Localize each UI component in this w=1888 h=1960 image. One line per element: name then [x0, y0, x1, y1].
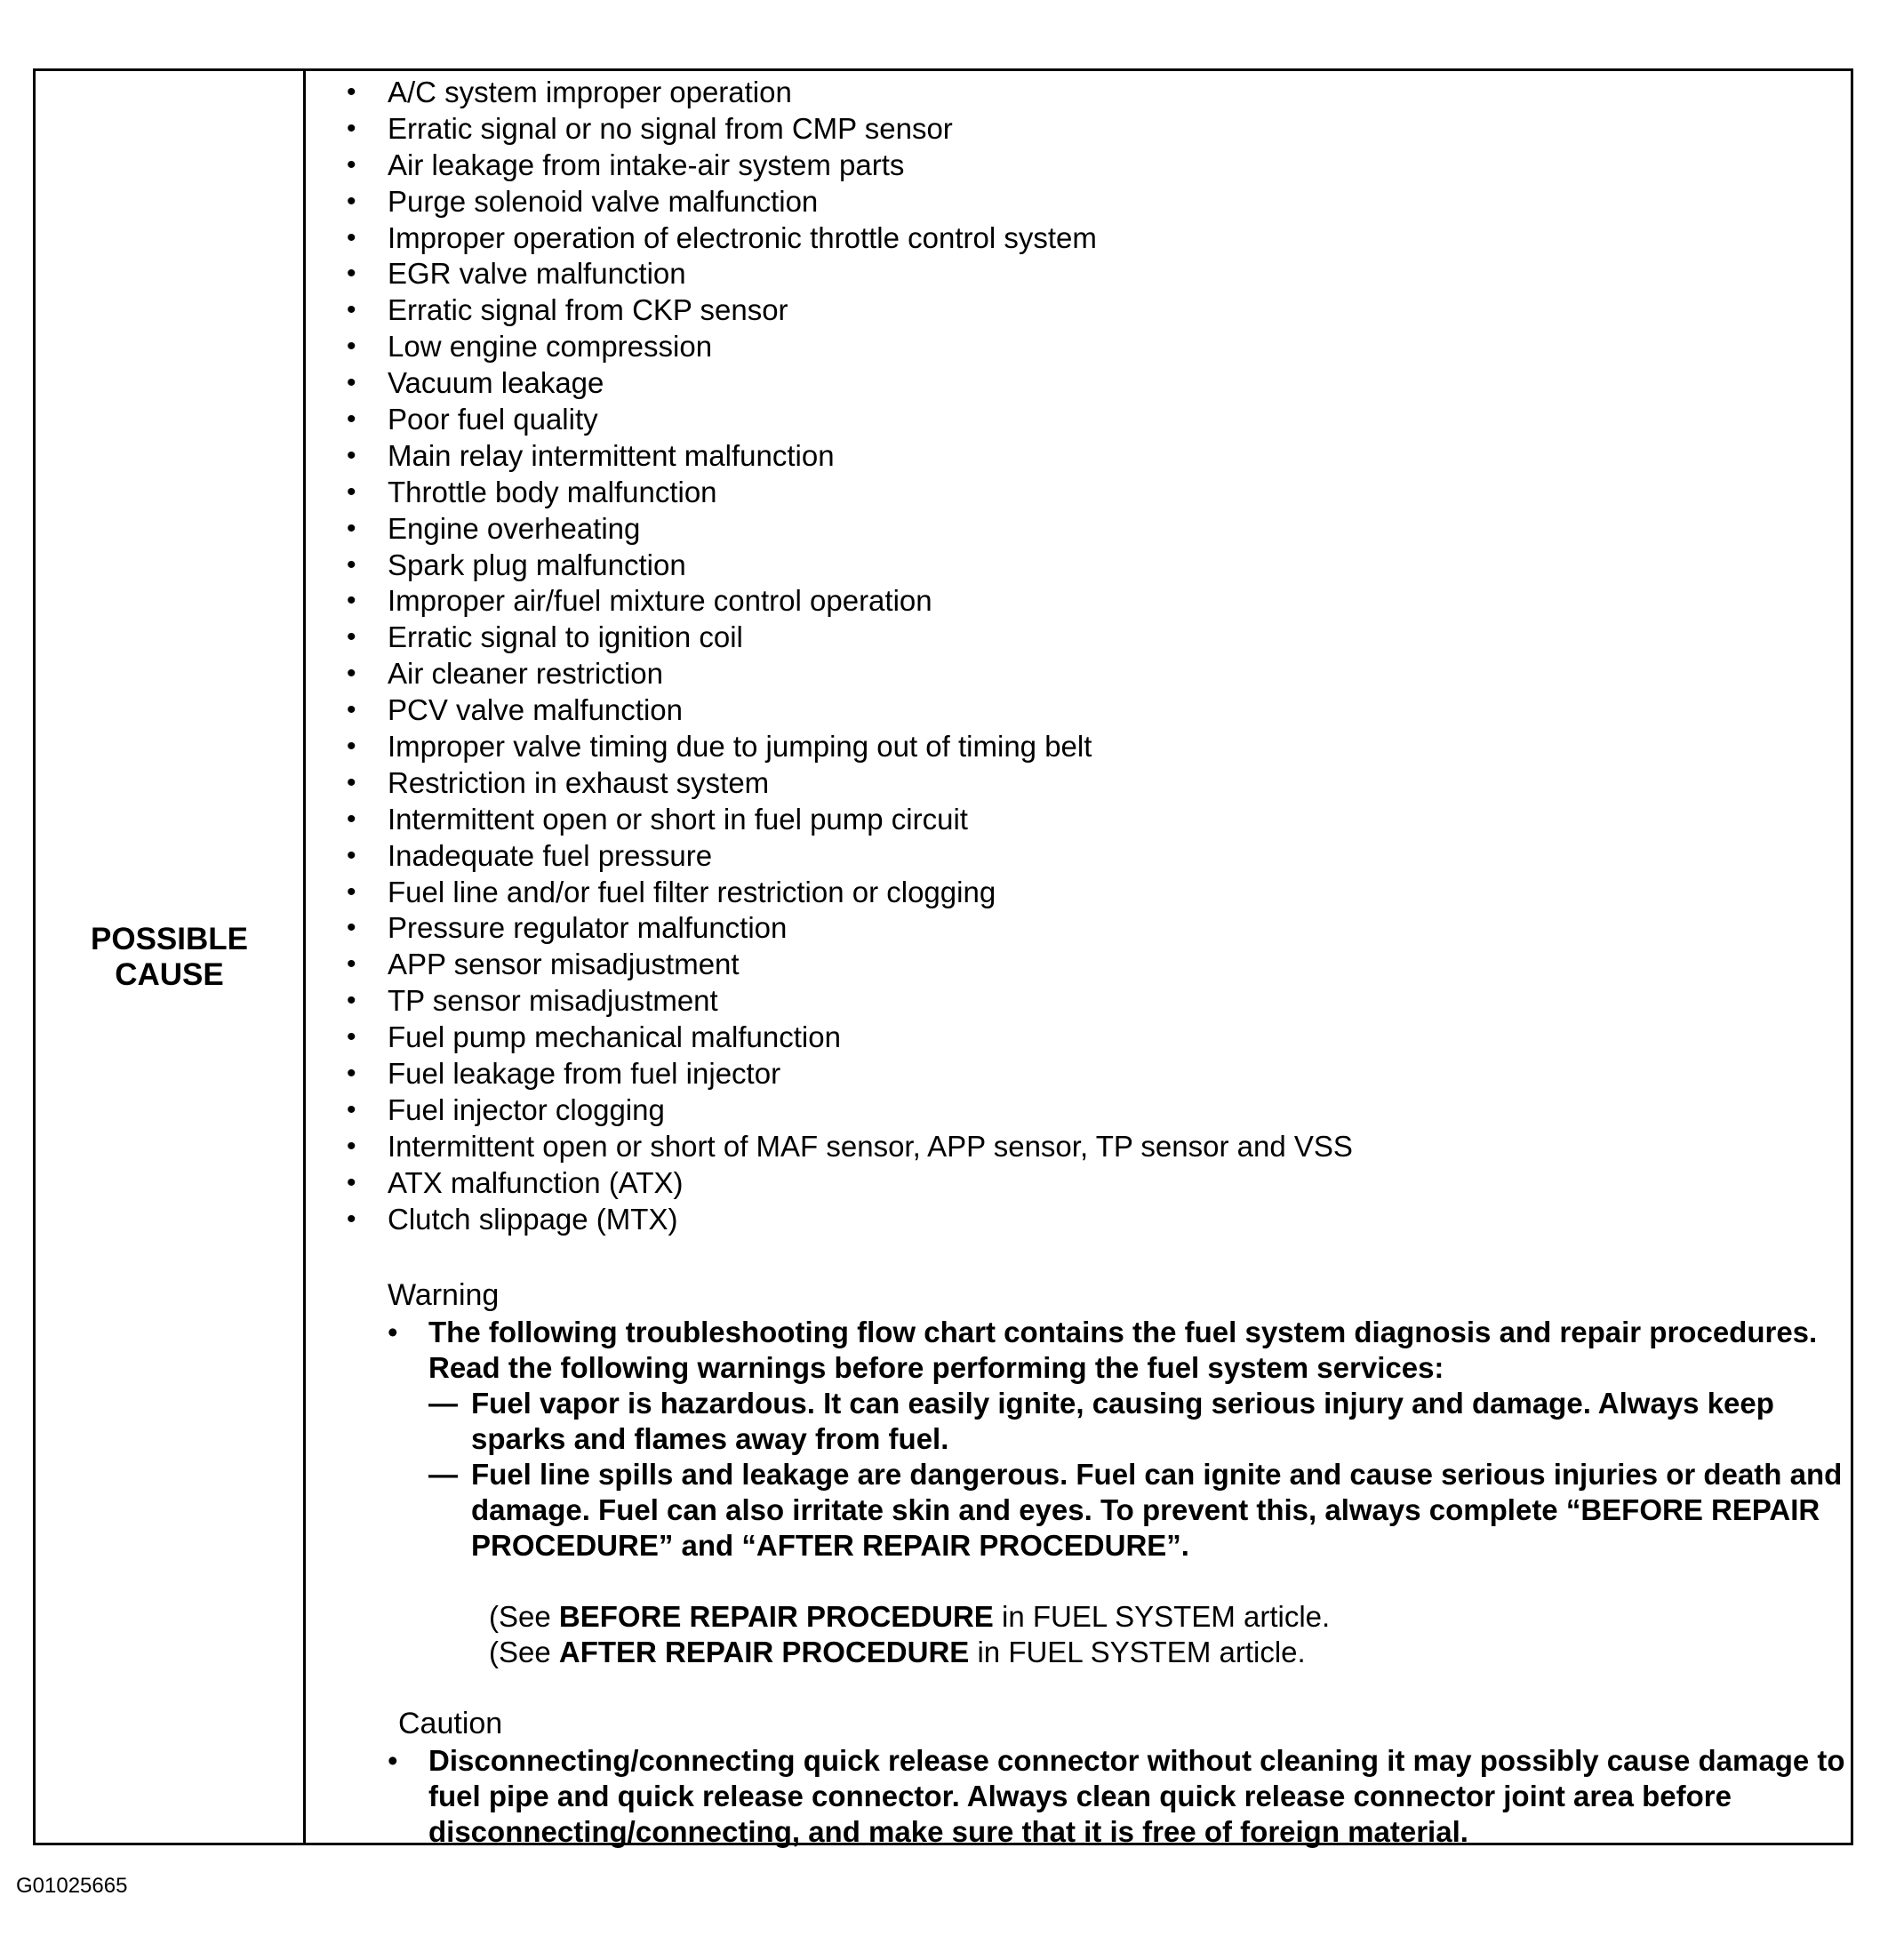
cause-text: Improper air/fuel mixture control operation — [388, 584, 932, 618]
bullet-icon: • — [347, 659, 356, 689]
warning-item — [428, 1386, 1851, 1457]
bullet-icon: • — [347, 913, 356, 943]
bullet-icon: • — [347, 840, 356, 870]
bullet-icon: • — [347, 332, 356, 362]
cause-item — [341, 692, 1851, 729]
cause-item — [341, 184, 1851, 220]
see-suffix: in FUEL SYSTEM article. — [969, 1635, 1306, 1668]
see-link-text: AFTER REPAIR PROCEDURE — [558, 1635, 970, 1668]
cause-item — [341, 729, 1851, 765]
cause-text: Spark plug malfunction — [388, 548, 686, 581]
cause-text: Poor fuel quality — [388, 403, 598, 436]
bullet-icon: • — [347, 149, 356, 180]
see-prefix: (See — [489, 1599, 559, 1633]
bullet-icon: • — [347, 1204, 356, 1234]
warning-intro — [388, 1315, 1851, 1670]
cause-item — [341, 402, 1851, 438]
bullet-icon: • — [347, 113, 356, 143]
cause-text: Engine overheating — [388, 511, 641, 545]
bullet-icon: • — [347, 804, 356, 834]
see-reference — [489, 1599, 1851, 1635]
cause-item — [341, 329, 1851, 365]
cause-item — [341, 910, 1851, 947]
cause-item — [341, 620, 1851, 656]
bullet-icon: • — [347, 259, 356, 289]
cause-text: APP sensor misadjustment — [388, 948, 740, 981]
cause-item — [341, 1202, 1851, 1238]
warning-item — [428, 1457, 1851, 1564]
warning-heading: Warning — [388, 1277, 500, 1312]
bullet-icon: • — [388, 1743, 398, 1777]
see-reference — [489, 1635, 1851, 1670]
caution-section — [388, 1706, 1851, 1850]
bullet-icon: • — [347, 222, 356, 252]
cause-item — [341, 1129, 1851, 1165]
bullet-icon: • — [347, 767, 356, 797]
bullet-icon: • — [347, 622, 356, 652]
cause-item — [341, 765, 1851, 802]
bullet-icon: • — [347, 476, 356, 507]
bullet-icon: • — [347, 732, 356, 762]
cause-item — [341, 838, 1851, 875]
notes-section — [341, 1277, 1851, 1850]
cause-item — [341, 75, 1851, 111]
bullet-icon: • — [347, 1022, 356, 1052]
bullet-icon: • — [347, 876, 356, 907]
warning-item-text: Fuel vapor is hazardous. It can easily ignite, causing serious injury and damage. Always keep sparks and flames away from fuel. — [471, 1386, 1774, 1455]
cause-item — [341, 292, 1851, 329]
cause-item — [341, 148, 1851, 184]
bullet-icon: • — [347, 1167, 356, 1197]
cause-item — [341, 1020, 1851, 1056]
cause-text: Intermittent open or short of MAF sensor, APP sensor, TP sensor and VSS — [388, 1129, 1353, 1163]
cause-item — [341, 365, 1851, 402]
cause-text: Main relay intermittent malfunction — [388, 438, 835, 472]
cause-item — [341, 475, 1851, 511]
bullet-icon: • — [347, 295, 356, 325]
bullet-icon: • — [347, 77, 356, 107]
bullet-icon: • — [388, 1315, 398, 1348]
bullet-icon: • — [347, 586, 356, 616]
cause-item — [341, 1092, 1851, 1129]
cause-text: Restriction in exhaust system — [388, 765, 770, 799]
content-cell — [306, 71, 1851, 1848]
bullet-icon: • — [347, 986, 356, 1016]
cause-text: TP sensor misadjustment — [388, 984, 718, 1018]
cause-text: Intermittent open or short in fuel pump circuit — [388, 802, 968, 836]
bullet-icon: • — [347, 368, 356, 398]
cause-item — [341, 438, 1851, 475]
cause-item — [341, 802, 1851, 838]
caution-item — [388, 1743, 1851, 1850]
cause-item — [341, 220, 1851, 257]
warning-section — [388, 1277, 1851, 1670]
caution-text: Disconnecting/connecting quick release connector without cleaning it may possibly cause damage to fuel pipe and quick release connector. Always clean quick release connector joint area before disconnecting/connecting, and make sure that it is free of foreign material. — [428, 1743, 1845, 1848]
dash-icon: — — [428, 1457, 458, 1491]
cause-list — [341, 75, 1851, 1238]
figure-id: G01025665 — [16, 1874, 128, 1898]
cause-text: Purge solenoid valve malfunction — [388, 184, 819, 218]
cause-text: Erratic signal or no signal from CMP sensor — [388, 111, 953, 145]
row-label — [63, 922, 276, 993]
cause-text: Fuel line and/or fuel filter restriction or clogging — [388, 875, 996, 908]
cause-text: Erratic signal from CKP sensor — [388, 293, 788, 327]
cause-text: Erratic signal to ignition coil — [388, 620, 743, 654]
cause-item — [341, 947, 1851, 983]
bullet-icon: • — [347, 1059, 356, 1089]
see-prefix: (See — [489, 1635, 559, 1668]
cause-text: Clutch slippage (MTX) — [388, 1202, 678, 1236]
bullet-icon: • — [347, 440, 356, 470]
see-suffix: in FUEL SYSTEM article. — [993, 1599, 1331, 1633]
cause-text: A/C system improper operation — [388, 76, 792, 108]
cause-item — [341, 983, 1851, 1020]
bullet-icon: • — [347, 1094, 356, 1124]
bullet-icon: • — [347, 186, 356, 216]
warning-item-text: Fuel line spills and leakage are dangerous. Fuel can ignite and cause serious injuries or death and damage. Fuel can also irritate skin and eyes. To prevent this, always complete “BEFORE REPAIR PROCEDURE” and “AFTER REPAIR PROCEDURE”. — [471, 1457, 1843, 1562]
cause-text: EGR valve malfunction — [388, 257, 686, 291]
see-link-text: BEFORE REPAIR PROCEDURE — [558, 1599, 994, 1633]
label-cell — [36, 71, 306, 1843]
caution-heading: Caution — [398, 1706, 503, 1740]
cause-text: ATX malfunction (ATX) — [388, 1165, 684, 1199]
row-label-line2: CAUSE — [115, 956, 224, 992]
cause-item — [341, 1056, 1851, 1092]
cause-item — [341, 875, 1851, 911]
dash-icon: — — [428, 1386, 458, 1420]
cause-text: Fuel injector clogging — [388, 1092, 665, 1126]
cause-text: Pressure regulator malfunction — [388, 911, 788, 945]
row-label-line1: POSSIBLE — [91, 921, 248, 956]
cause-item — [341, 511, 1851, 548]
bullet-icon: • — [347, 404, 356, 435]
bullet-icon: • — [347, 695, 356, 725]
cause-item — [341, 656, 1851, 692]
possible-cause-table — [33, 68, 1853, 1848]
cause-text: Fuel pump mechanical malfunction — [388, 1020, 841, 1054]
cause-text: Vacuum leakage — [388, 366, 604, 400]
bullet-icon: • — [347, 949, 356, 980]
cause-text: Fuel leakage from fuel injector — [388, 1057, 781, 1091]
cause-item — [341, 1165, 1851, 1202]
cause-text: Improper operation of electronic throttle control system — [388, 220, 1097, 254]
cause-text: Improper valve timing due to jumping out of timing belt — [388, 730, 1092, 764]
cause-item — [341, 583, 1851, 620]
warning-intro-text: The following troubleshooting flow chart contains the fuel system diagnosis and repair procedures. Read the following warnings before performing the fuel system services: — [428, 1315, 1818, 1384]
cause-text: Throttle body malfunction — [388, 475, 717, 508]
see-references — [428, 1599, 1851, 1670]
cause-text: Air leakage from intake-air system parts — [388, 148, 905, 181]
cause-text: Low engine compression — [388, 330, 713, 364]
bullet-icon: • — [347, 549, 356, 580]
cause-text: Inadequate fuel pressure — [388, 838, 713, 872]
cause-item — [341, 256, 1851, 292]
cause-item — [341, 548, 1851, 584]
bullet-icon: • — [347, 513, 356, 543]
cause-text: Air cleaner restriction — [388, 657, 663, 691]
cause-text: PCV valve malfunction — [388, 693, 683, 727]
cause-item — [341, 111, 1851, 148]
bullet-icon: • — [347, 1131, 356, 1161]
